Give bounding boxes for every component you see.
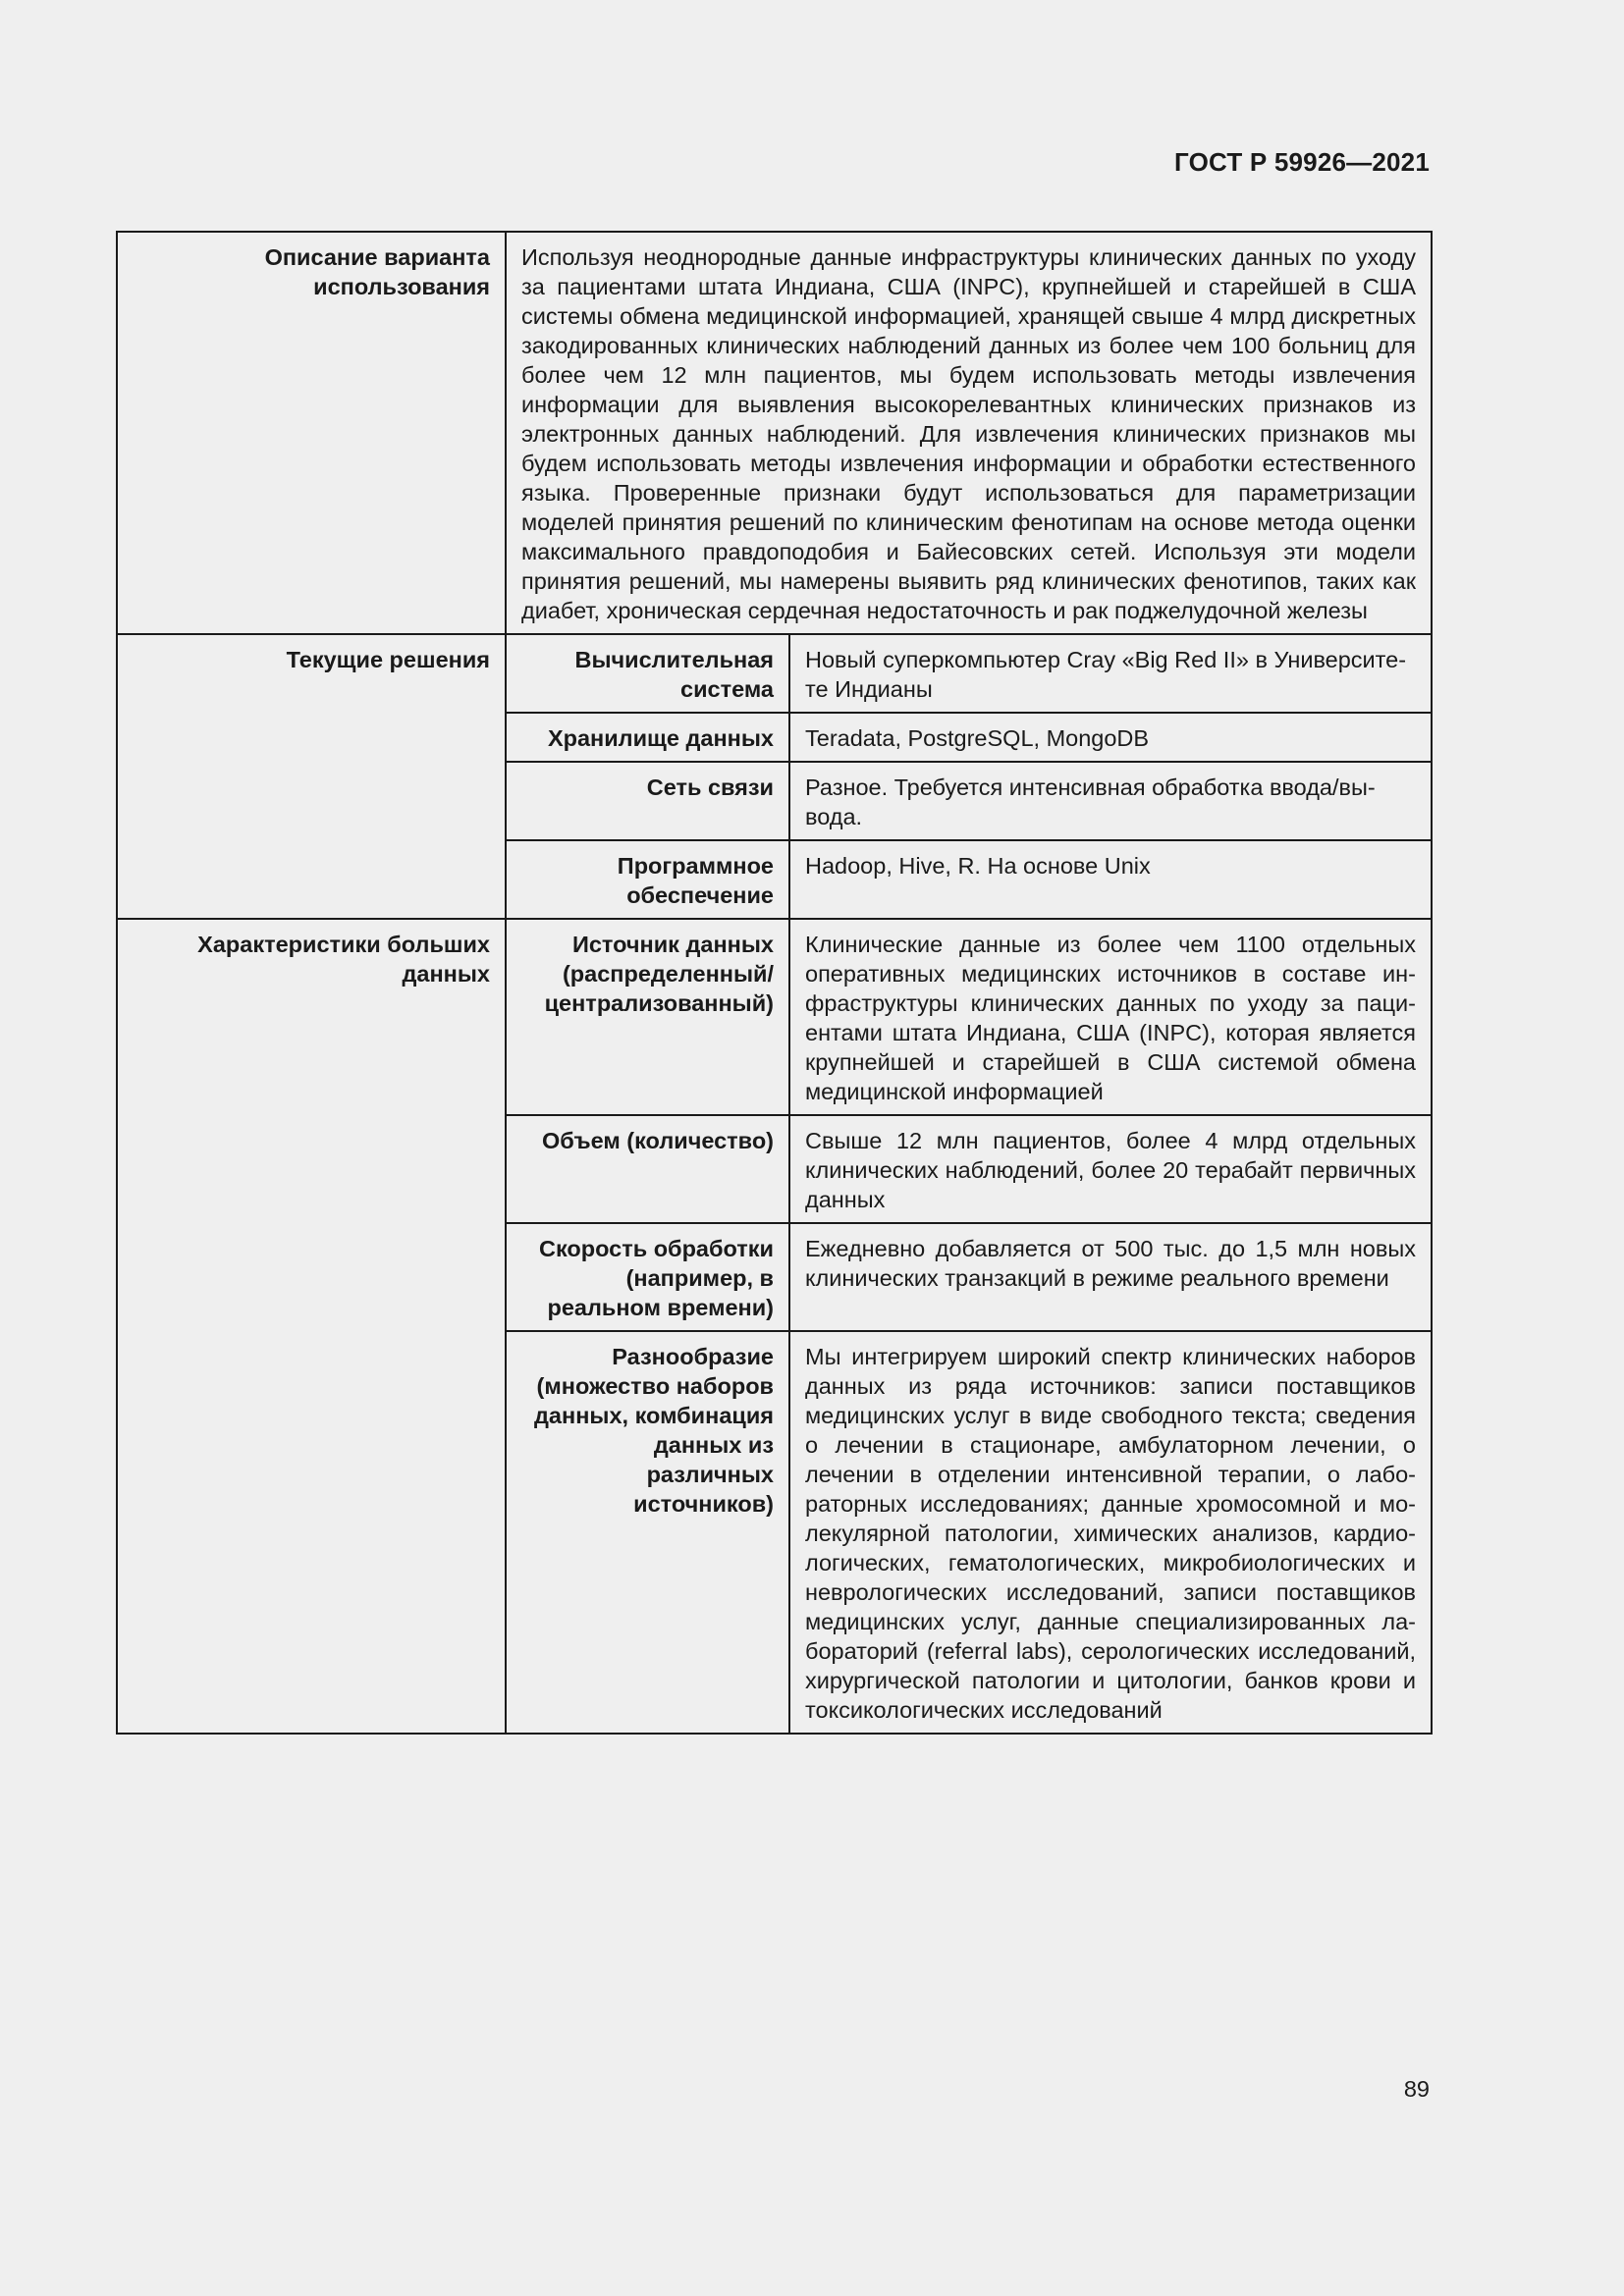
- variety-value: Мы интегрируем широкий спектр клинических наборов данных из ряда источников: записи поставщиков медицинских услуг в виде свободного текста; сведения о лечении в стационаре, амбулаторном лечении, о лечении в отделении интенсивной терапии, о лабораторных исследованиях; данные хромосомной и молекулярной патологии, химических анализов, кардиологических, гематологических, микробиологических и неврологических исследований, записи поставщиков медицинских услуг, данные специализированных лабораторий (referral labs), серологических исследований, хирургической патологии и цитологии, банков крови и токсикологических исследований: [789, 1331, 1432, 1734]
- network-label: Сеть связи: [506, 762, 789, 840]
- current-solutions-label: Текущие решения: [117, 634, 506, 919]
- big-data-characteristics-label: Характеристики больших данных: [117, 919, 506, 1734]
- table-row: [117, 634, 1432, 713]
- use-case-table: [116, 231, 1433, 1735]
- variety-label: Разнообразие (множество наборов данных, комбинация данных из различных источников): [506, 1331, 789, 1734]
- volume-value: Свыше 12 млн пациентов, более 4 млрд отдельных клинических наблюдений, более 20 терабайт первичных данных: [789, 1115, 1432, 1223]
- data-source-value: Клинические данные из более чем 1100 отдельных оперативных медицинских источников в составе инфраструктуры клинических данных по уходу за пациентами штата Индиана, США (INPC), которая является крупнейшей и старейшей в США системой обмена медицинской информацией: [789, 919, 1432, 1115]
- data-storage-value: Teradata, PostgreSQL, MongoDB: [789, 713, 1432, 762]
- data-source-label: Источник данных (распределенный/ централизованный): [506, 919, 789, 1115]
- page-number: 89: [1403, 2076, 1430, 2102]
- description-text: Используя неоднородные данные инфраструктуры клинических данных по уходу за пациентами штата Индиана, США (INPC), крупнейшей и старейшей в США системы обмена медицинской информацией, хранящей свыше 4 млрд дискретных закодированных клинических наблюдений данных из более чем 100 больниц для более чем 12 млн пациентов, мы будем использовать методы извлечения информации для выявления высокорелевантных клинических признаков из электронных данных наблюдений. Для извлечения клинических признаков мы будем использовать методы извлечения информации и обработки естественного языка. Проверенные признаки будут использоваться для параметризации моделей принятия решений по клиническим фенотипам на основе метода оценки максимального правдоподобия и Байесовских сетей. Используя эти модели принятия решений, мы намерены выявить ряд клинических фенотипов, таких как диабет, хроническая сердечная недостаточность и рак поджелудочной железы: [506, 232, 1432, 634]
- velocity-value: Ежедневно добавляется от 500 тыс. до 1,5 млн новых клинических транзакций в режиме реального времени: [789, 1223, 1432, 1331]
- compute-system-value: Новый суперкомпьютер Cray «Big Red II» в Университете Индианы: [789, 634, 1432, 713]
- software-value: Hadoop, Hive, R. На основе Unix: [789, 840, 1432, 919]
- velocity-label: Скорость обработки (например, в реальном времени): [506, 1223, 789, 1331]
- description-label: Описание варианта использования: [117, 232, 506, 634]
- network-value: Разное. Требуется интенсивная обработка ввода/вывода.: [789, 762, 1432, 840]
- table-row: [117, 919, 1432, 1115]
- compute-system-label: Вычислительная система: [506, 634, 789, 713]
- table-row-description: [117, 232, 1432, 634]
- volume-label: Объем (количество): [506, 1115, 789, 1223]
- data-storage-label: Хранилище данных: [506, 713, 789, 762]
- software-label: Программное обеспечение: [506, 840, 789, 919]
- document-standard-header: ГОСТ Р 59926—2021: [1174, 147, 1430, 177]
